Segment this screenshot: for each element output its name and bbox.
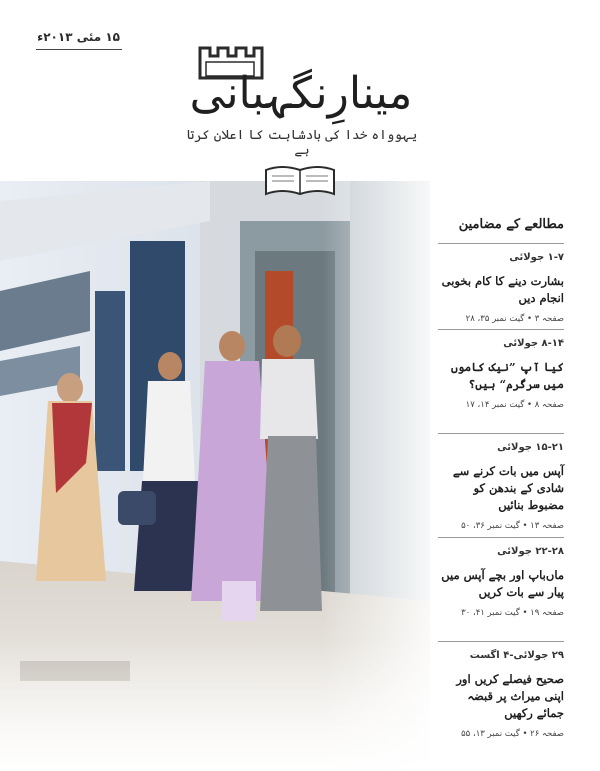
article-date: ۸-۱۴ جولائی bbox=[503, 338, 564, 349]
open-book-icon bbox=[262, 164, 338, 198]
article-page-songs: صفحہ ۸ • گیت نمبر ۱۴، ۱۷ bbox=[465, 400, 564, 410]
list-item[interactable] bbox=[438, 537, 564, 641]
article-page-songs: صفحہ ۱۳ • گیت نمبر ۳۶، ۵۰ bbox=[461, 521, 564, 531]
magazine-tagline: یہوواہ خدا کی بادشاہت کا اعلان کرتا ہے bbox=[186, 128, 418, 158]
article-date: ۱۵-۲۱ جولائی bbox=[497, 442, 564, 453]
article-page-songs: صفحہ ۱۹ • گیت نمبر ۴۱، ۳۰ bbox=[461, 608, 564, 618]
date-divider bbox=[36, 49, 122, 50]
list-item[interactable] bbox=[438, 243, 564, 329]
list-item[interactable] bbox=[438, 641, 564, 745]
cover-photo bbox=[0, 181, 430, 771]
article-title: کیا آپ ”نیک کاموں میں سرگرم“ ہیں؟ bbox=[451, 360, 564, 391]
article-page-songs: صفحہ ۳ • گیت نمبر ۳۵، ۲۸ bbox=[465, 314, 564, 324]
list-item[interactable] bbox=[438, 433, 564, 537]
sidebar-title: مطالعے کے مضامین bbox=[458, 217, 564, 232]
list-item[interactable] bbox=[438, 329, 564, 433]
study-articles-sidebar bbox=[430, 181, 600, 771]
issue-date: ۱۵ مئی ۲۰۱۳ء bbox=[37, 30, 120, 44]
article-date: ۲۹ جولائی-۴ اگست bbox=[469, 650, 564, 661]
article-page-songs: صفحہ ۲۶ • گیت نمبر ۱۳، ۵۵ bbox=[461, 729, 564, 739]
article-title: آپس میں بات کرنے سے شادی کے بندھن کو مضبوط بنائیں bbox=[452, 464, 564, 512]
article-date: ۱-۷ جولائی bbox=[509, 252, 564, 263]
article-date: ۲۲-۲۸ جولائی bbox=[497, 546, 564, 557]
article-title: بشارت دینے کا کام بخوبی انجام دیں bbox=[441, 274, 564, 305]
table-of-contents bbox=[438, 243, 564, 745]
article-title: ماں‌باپ اور بچے آپس میں پیار سے بات کریں bbox=[441, 568, 564, 599]
magazine-title: مینارِنگہبانی bbox=[189, 68, 413, 119]
article-title: صحیح فیصلے کریں اور اپنی میراث پر قبضہ جمائے رکھیں bbox=[456, 672, 564, 720]
